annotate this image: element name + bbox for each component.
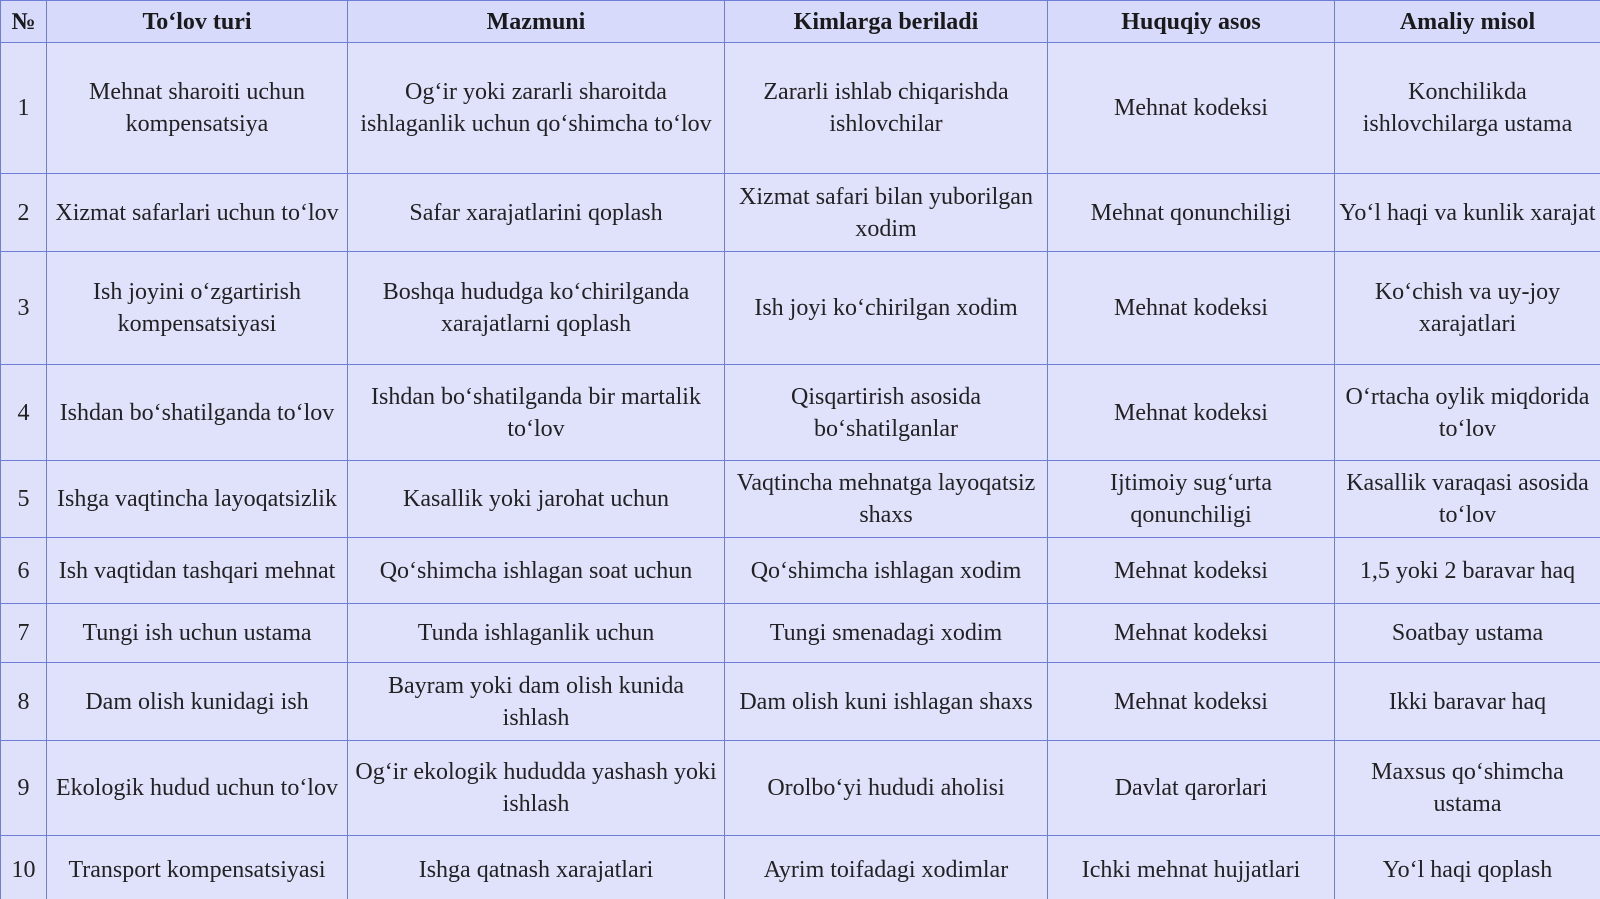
header-payment-type: To‘lov turi — [47, 1, 348, 43]
table-row — [1, 252, 1600, 365]
cell-number: 6 — [1, 538, 47, 604]
cell-content: Qo‘shimcha ishlagan soat uchun — [348, 538, 725, 604]
cell-payment-type: Tungi ish uchun ustama — [47, 604, 348, 663]
cell-recipients: Tungi smenadagi xodim — [725, 604, 1048, 663]
cell-practical-example: 1,5 yoki 2 baravar haq — [1335, 538, 1600, 604]
table-row — [1, 365, 1600, 461]
table-row — [1, 461, 1600, 538]
cell-number: 5 — [1, 461, 47, 538]
cell-number: 10 — [1, 836, 47, 899]
header-row — [1, 1, 1600, 43]
cell-payment-type: Xizmat safarlari uchun to‘lov — [47, 174, 348, 252]
cell-number: 7 — [1, 604, 47, 663]
cell-content: Boshqa hududga ko‘chirilganda xarajatlarni qoplash — [348, 252, 725, 365]
cell-content: Og‘ir yoki zararli sharoitda ishlaganlik uchun qo‘shimcha to‘lov — [348, 43, 725, 174]
cell-content: Kasallik yoki jarohat uchun — [348, 461, 725, 538]
cell-number: 8 — [1, 663, 47, 741]
cell-practical-example: O‘rtacha oylik miqdorida to‘lov — [1335, 365, 1600, 461]
cell-recipients: Vaqtincha mehnatga layoqatsiz shaxs — [725, 461, 1048, 538]
cell-content: Tunda ishlaganlik uchun — [348, 604, 725, 663]
cell-practical-example: Maxsus qo‘shimcha ustama — [1335, 741, 1600, 836]
cell-content: Ishdan bo‘shatilganda bir martalik to‘lov — [348, 365, 725, 461]
cell-payment-type: Mehnat sharoiti uchun kompensatsiya — [47, 43, 348, 174]
cell-recipients: Orolbo‘yi hududi aholisi — [725, 741, 1048, 836]
cell-practical-example: Konchilikda ishlovchilarga ustama — [1335, 43, 1600, 174]
cell-legal-basis: Ijtimoiy sug‘urta qonunchiligi — [1048, 461, 1335, 538]
cell-number: 1 — [1, 43, 47, 174]
cell-practical-example: Yo‘l haqi va kunlik xarajat — [1335, 174, 1600, 252]
cell-practical-example: Ko‘chish va uy-joy xarajatlari — [1335, 252, 1600, 365]
table-row — [1, 174, 1600, 252]
cell-legal-basis: Mehnat kodeksi — [1048, 663, 1335, 741]
cell-content: Ishga qatnash xarajatlari — [348, 836, 725, 899]
cell-legal-basis: Mehnat kodeksi — [1048, 604, 1335, 663]
cell-legal-basis: Mehnat kodeksi — [1048, 252, 1335, 365]
cell-legal-basis: Mehnat qonunchiligi — [1048, 174, 1335, 252]
cell-content: Og‘ir ekologik hududda yashash yoki ishlash — [348, 741, 725, 836]
cell-recipients: Ish joyi ko‘chirilgan xodim — [725, 252, 1048, 365]
header-number: № — [1, 1, 47, 43]
header-content: Mazmuni — [348, 1, 725, 43]
cell-payment-type: Ish joyini o‘zgartirish kompensatsiyasi — [47, 252, 348, 365]
cell-payment-type: Ekologik hudud uchun to‘lov — [47, 741, 348, 836]
cell-number: 9 — [1, 741, 47, 836]
cell-practical-example: Yo‘l haqi qoplash — [1335, 836, 1600, 899]
cell-recipients: Qisqartirish asosida bo‘shatilganlar — [725, 365, 1048, 461]
table-row — [1, 538, 1600, 604]
table-row — [1, 836, 1600, 899]
cell-number: 2 — [1, 174, 47, 252]
cell-recipients: Xizmat safari bilan yuborilgan xodim — [725, 174, 1048, 252]
cell-legal-basis: Davlat qarorlari — [1048, 741, 1335, 836]
cell-recipients: Ayrim toifadagi xodimlar — [725, 836, 1048, 899]
cell-recipients: Zararli ishlab chiqarishda ishlovchilar — [725, 43, 1048, 174]
cell-content: Bayram yoki dam olish kunida ishlash — [348, 663, 725, 741]
table-row — [1, 663, 1600, 741]
cell-payment-type: Transport kompensatsiyasi — [47, 836, 348, 899]
cell-number: 3 — [1, 252, 47, 365]
header-practical-example: Amaliy misol — [1335, 1, 1600, 43]
cell-practical-example: Ikki baravar haq — [1335, 663, 1600, 741]
cell-legal-basis: Mehnat kodeksi — [1048, 538, 1335, 604]
cell-legal-basis: Mehnat kodeksi — [1048, 365, 1335, 461]
table-row — [1, 604, 1600, 663]
cell-content: Safar xarajatlarini qoplash — [348, 174, 725, 252]
cell-practical-example: Soatbay ustama — [1335, 604, 1600, 663]
cell-practical-example: Kasallik varaqasi asosida to‘lov — [1335, 461, 1600, 538]
cell-payment-type: Dam olish kunidagi ish — [47, 663, 348, 741]
table-row — [1, 741, 1600, 836]
header-legal-basis: Huquqiy asos — [1048, 1, 1335, 43]
cell-recipients: Dam olish kuni ishlagan shaxs — [725, 663, 1048, 741]
cell-payment-type: Ishga vaqtincha layoqatsizlik — [47, 461, 348, 538]
cell-number: 4 — [1, 365, 47, 461]
cell-payment-type: Ish vaqtidan tashqari mehnat — [47, 538, 348, 604]
table-row — [1, 43, 1600, 174]
cell-recipients: Qo‘shimcha ishlagan xodim — [725, 538, 1048, 604]
cell-payment-type: Ishdan bo‘shatilganda to‘lov — [47, 365, 348, 461]
cell-legal-basis: Ichki mehnat hujjatlari — [1048, 836, 1335, 899]
header-recipients: Kimlarga beriladi — [725, 1, 1048, 43]
cell-legal-basis: Mehnat kodeksi — [1048, 43, 1335, 174]
